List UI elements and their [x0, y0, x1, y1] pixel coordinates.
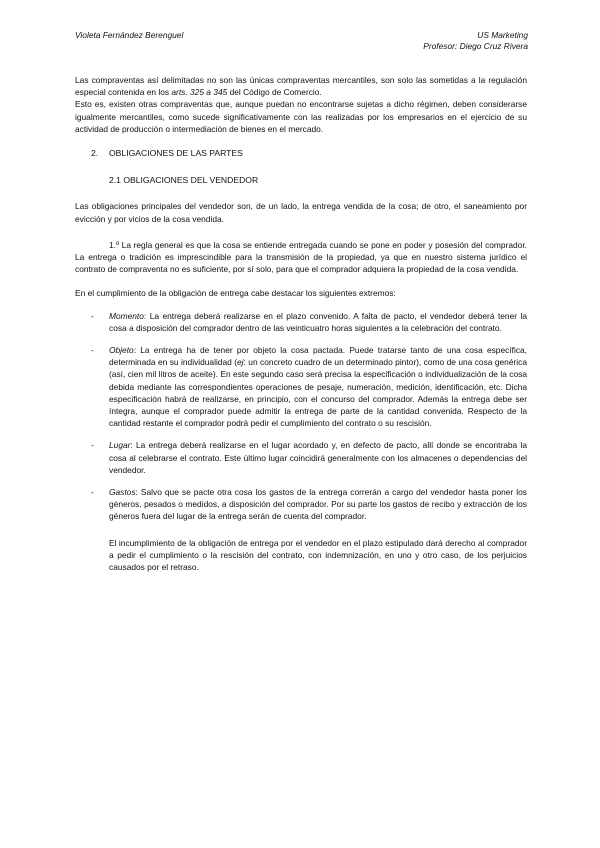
list-dash: - — [91, 487, 94, 498]
extremes-intro-paragraph: En el cumplimiento de la obligación de entrega cabe destacar los siguientes extremos: — [75, 288, 396, 299]
list-dash: - — [91, 345, 94, 356]
intro-p1-tail: del Código de Comercio. — [227, 87, 322, 98]
subsection-heading: 2.1 OBLIGACIONES DEL VENDEDOR — [109, 175, 259, 186]
section-number: 2. — [91, 148, 99, 159]
item-example-abbrev: ej — [237, 357, 244, 368]
item-text-continued: : un concreto cuadro de un determinado pintor), como de una cosa genérica (así, cien mil litros de aceite). En este segundo caso será precisa la especificación o individualización de la cosa debida mediante las correspondientes operaciones de pesaje, numeración, medición, identificación, etc. Dicha especificación habrá de realizarse, en principio, con el concurso del comprador. Además la entrega debe ser íntegra, aunque el comprador puede admitir la entrega de parte de la cantidad convenida. Respecto de la cantidad restante el comprador podrá pedir el cumplimiento del contrato o su rescisión. — [109, 357, 527, 429]
list-dash: - — [91, 440, 94, 451]
intro-paragraph-1 — [75, 74, 527, 98]
list-item — [75, 310, 527, 334]
item-text: : La entrega deberá realizarse en el lugar acordado y, en defecto de pacto, allí donde se encontraba la cosa al celebrarse el contrato. Este último lugar coincidirá generalmente con los almacenes o dependencias del vendedor. — [109, 440, 527, 475]
section-title: OBLIGACIONES DE LAS PARTES — [109, 148, 243, 159]
header-course: US Marketing — [477, 30, 528, 40]
extremes-list — [75, 310, 527, 523]
closing-paragraph: El incumplimiento de la obligación de entrega por el vendedor en el plazo estipulado dará derecho al comprador a pedir el cumplimiento o la rescisión del contrato, con indemnización, en uno y otro caso, de los perjuicios causados por el retraso. — [109, 537, 527, 573]
item-term: Gastos — [109, 487, 136, 498]
item-term: Momento — [109, 310, 144, 321]
item-term: Lugar — [109, 440, 131, 451]
header-professor: Profesor: Diego Cruz Rivera — [423, 41, 528, 51]
section-heading — [91, 147, 527, 159]
general-rule-paragraph: 1.º La regla general es que la cosa se entiende entregada cuando se pone en poder y posesión del comprador. La entrega o tradición es imprescindible para la transmisión de la propiedad, ya que en nuestro sistema jurídico el contrato de compraventa no es suficiente, por sí solo, para que el comprador adquiera la propiedad de la cosa vendida. — [75, 239, 527, 275]
list-dash: - — [91, 310, 94, 321]
article-reference: arts. 325 a 345 — [171, 87, 228, 98]
item-text: : La entrega ha de tener por objeto la cosa pactada. Puede tratarse tanto de una cosa específica, determinada en su individualidad ( — [109, 345, 527, 368]
list-item — [75, 439, 527, 476]
list-item — [75, 344, 527, 429]
item-text: : La entrega deberá realizarse en el plazo convenido. A falta de pacto, el vendedor deberá tener la cosa a disposición del comprador dentro de las veinticuatro horas siguientes a la celebración del contrato. — [109, 310, 527, 333]
header-right — [423, 30, 528, 52]
item-term: Objeto — [109, 345, 134, 356]
intro-p1-text: Las compraventas así delimitadas no son las únicas compraventas mercantiles, son solo las sometidas a la regulación especial contenida en los — [75, 75, 527, 98]
document-body — [75, 74, 527, 573]
header-author: Violeta Fernández Berenguel — [75, 30, 184, 40]
obligations-paragraph: Las obligaciones principales del vendedor son, de un lado, la entrega vendida de la cosa; de otro, el saneamiento por evicción y por vicios de la cosa vendida. — [75, 201, 527, 224]
item-text: : Salvo que se pacte otra cosa los gastos de la entrega correrán a cargo del vendedor hasta poner los géneros, pesados o medidos, a disposición del comprador. Por su parte los gastos de recibo y extracción de los géneros fuera del lugar de la entrega serán de cuenta del comprador. — [109, 487, 527, 522]
list-item — [75, 486, 527, 523]
intro-paragraph-2: Esto es, existen otras compraventas que, aunque puedan no encontrarse sujetas a dicho régimen, deben considerarse igualmente mercantiles, como sucede significativamente con las realizadas por los empresarios en el ejercicio de su actividad de producción o intermediación de bienes en el mercado. — [75, 99, 527, 134]
